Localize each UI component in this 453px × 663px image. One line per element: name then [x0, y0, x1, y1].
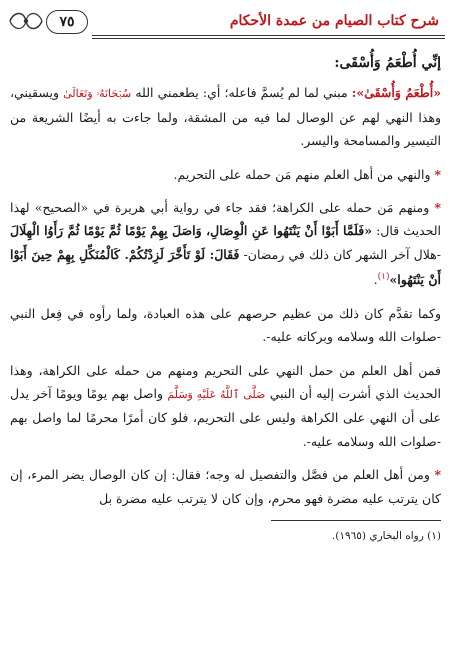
- p6-text: ومن أهل العلم من فصَّل والتفصيل له وجه؛ فقال: إن كان الوصال يضر المرء، إن كان يترتب عليه مضرة فهو محرم، وإن كان لا يترتب عليه مضرة بل: [10, 467, 441, 506]
- page-body: [10, 52, 441, 558]
- star-bullet-icon: *: [434, 467, 441, 483]
- honorific-glyph: سُبۡحَانَهُۥ وَتَعَالَىٰ: [63, 87, 132, 101]
- hadith-quote-1: «فَلَمَّا أَبَوْا أَنْ يَنْتَهُوا عَنِ الْوِصَالِ، وَاصَلَ بِهِمْ يَوْمًا ثُمَّ يَوْمًا ثُمَّ رَأَوُا الْهِلَالَ: [10, 223, 373, 239]
- p5-text2: واصل بهم يومًا ويومًا آخر يدل على أن النهي على الكراهة وليس على التحريم، فلو كان أمرًا محرمًا لما واصل بهم -صلوات الله وسلامه عليه-.: [10, 386, 441, 449]
- running-title: شرح كتاب الصيام من عمدة الأحكام: [229, 13, 439, 29]
- p1-text2: ويسقيني، وهذا النهي لهم عن الوصال لما فيه من المشقة، ولما جاءت به أيضًا الشريعة من التيسير والمسامحة واليسر.: [10, 85, 441, 149]
- page-header: [8, 6, 445, 40]
- p3-text2: -هلال آخر الشهر كان ذلك في رمضان-: [239, 246, 441, 262]
- paragraph-4: [10, 302, 441, 349]
- p3-text3: .: [373, 272, 378, 288]
- section-heading: إنِّي أُطْعَمُ وَأُسْقَى:: [334, 55, 441, 71]
- honorific-glyph: صَلَّى ٱللَّهُ عَلَيْهِ وَسَلَّمَ: [167, 388, 266, 402]
- paragraph-6: [10, 463, 441, 510]
- header-rule-thin: [92, 38, 445, 39]
- footnote: (١) رواه البخاري (١٩٦٥).: [331, 530, 441, 543]
- ornament-icon: [8, 8, 44, 34]
- paragraph-3: [10, 196, 441, 292]
- p1-text1: مبني لما لم يُسمَّ فاعله؛ أي: يطعمني الله: [131, 85, 352, 101]
- paragraph-5: [10, 359, 441, 454]
- page-number: ٧٥: [46, 10, 88, 34]
- p5-text1: فمن أهل العلم من حمل النهي على التحريم ومنهم من حمله على الكراهة، وهذا الحديث الذي أشرت إليه أن النبي: [10, 362, 441, 402]
- footnote-separator: [271, 520, 441, 521]
- paragraph-2: [10, 163, 441, 186]
- p3-text1: ومنهم مَن حمله على الكراهة؛ فقد جاء في رواية أبي هريرة في «الصحيح» لهذا الحديث قال:: [10, 200, 441, 239]
- star-bullet-icon: *: [434, 200, 441, 216]
- p4-text: وكما تقدَّم كان ذلك من عظيم حرصهم على هذه العبادة، ولما رأوه في فِعل النبي -صلوات الله وسلامه وبركاته عليه-.: [10, 305, 441, 345]
- paragraph-1: [10, 81, 441, 152]
- term-lead: «أُطْعَمُ وَأُسْقَىٰ»:: [351, 85, 442, 101]
- header-rule: [92, 35, 445, 36]
- hadith-quote-2: فَقَالَ: لَوْ تَأَخَّرَ لَزِدْتُكُمْ. كَالْمُنَكِّلِ بِهِمْ حِينَ أَبَوْا أَنْ يَنْتَهُوا»: [10, 246, 441, 288]
- star-bullet-icon: *: [434, 166, 441, 182]
- p2-text: والنهي من أهل العلم منهم مَن حمله على التحريم.: [173, 166, 435, 182]
- footnote-ref[interactable]: (١): [377, 272, 390, 283]
